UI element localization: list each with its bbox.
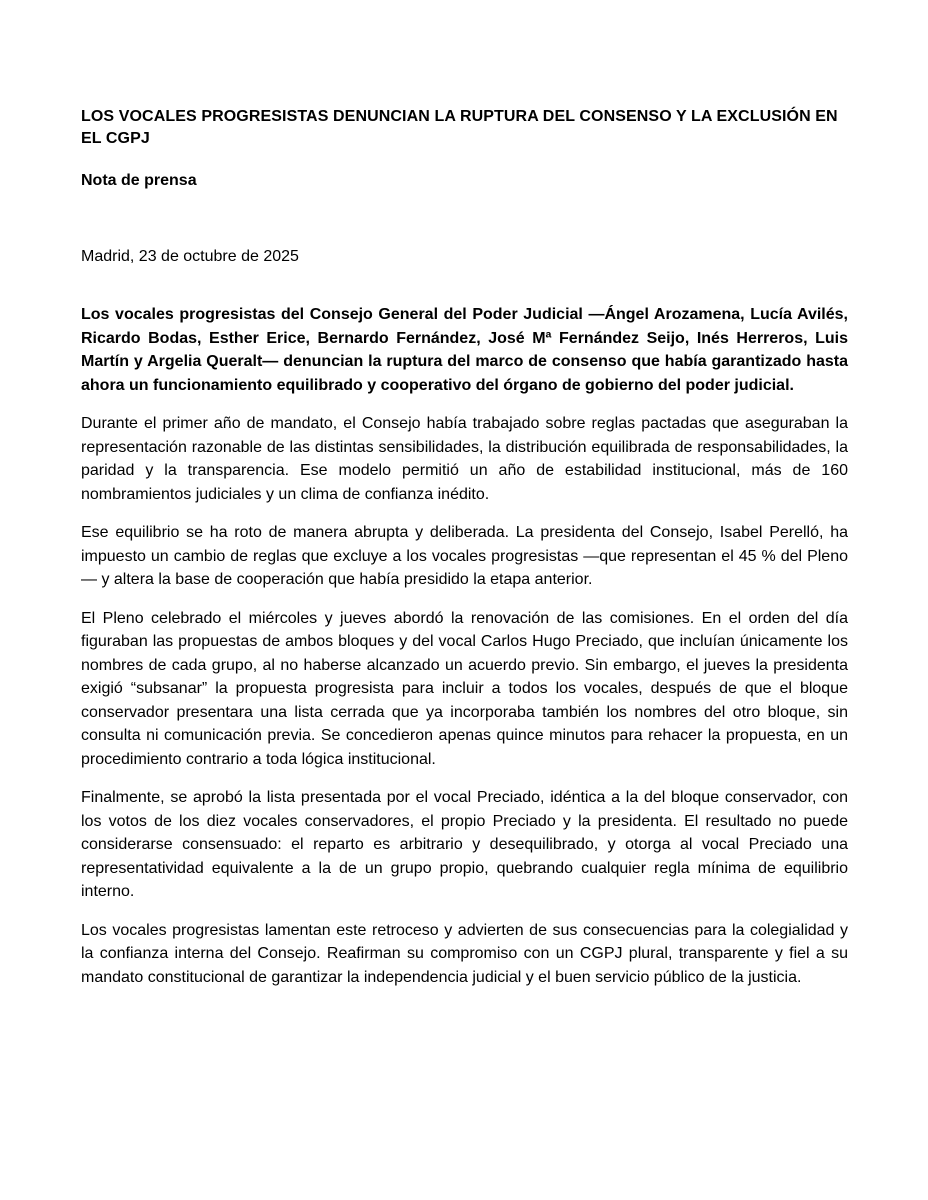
document-subtitle: Nota de prensa xyxy=(81,172,197,189)
body-paragraph-5: Los vocales progresistas lamentan este retroceso y advierten de sus consecuencias para la colegialidad y la confianza interna del Consejo. Reafirman su compromiso con un CGPJ plural, transparente y fiel a su mandato constitucional de garantizar la independencia judicial y el buen servicio público de la justicia. xyxy=(81,921,848,986)
body-paragraph-3: El Pleno celebrado el miércoles y jueves abordó la renovación de las comisiones. En el orden del día figuraban las propuestas de ambos bloques y del vocal Carlos Hugo Preciado, que incluían únicamente los nombres de cada grupo, al no haberse alcanzado un acuerdo previo. Sin embargo, el jueves la presidenta exigió “subsanar” la propuesta progresista para incluir a todos los vocales, después de que el bloque conservador presentara una lista cerrada que ya incorporaba también los nombres del otro bloque, sin consulta ni comunicación previa. Se concedieron apenas quince minutos para rehacer la propuesta, en un procedimiento contrario a toda lógica institucional. xyxy=(81,609,848,768)
lead-paragraph: Los vocales progresistas del Consejo General del Poder Judicial —Ángel Arozamena, Lucía Avilés, Ricardo Bodas, Esther Erice, Bernardo Fernández, José Mª Fernández Seijo, Inés Herreros, Luis Martín y Argelia Queralt— denuncian la ruptura del marco de consenso que había garantizado hasta ahora un funcionamiento equilibrado y cooperativo del órgano de gobierno del poder judicial. xyxy=(81,306,848,394)
body-paragraph-4: Finalmente, se aprobó la lista presentada por el vocal Preciado, idéntica a la del bloque conservador, con los votos de los diez vocales conservadores, el propio Preciado y la presidenta. El resultado no puede considerarse consensuado: el reparto es arbitrario y desequilibrado, y otorga al vocal Preciado una representatividad equivalente a la de un grupo propio, quebrando cualquier regla mínima de equilibrio interno. xyxy=(81,789,848,900)
body-paragraph-1: Durante el primer año de mandato, el Consejo había trabajado sobre reglas pactadas que aseguraban la representación razonable de las distintas sensibilidades, la distribución equilibrada de responsabilidades, la paridad y la transparencia. Ese modelo permitió un año de estabilidad institucional, más de 160 nombramientos judiciales y un clima de confianza inédito. xyxy=(81,415,848,503)
document-title: LOS VOCALES PROGRESISTAS DENUNCIAN LA RUPTURA DEL CONSENSO Y LA EXCLUSIÓN EN EL CGPJ xyxy=(81,108,838,147)
body-paragraph-2: Ese equilibrio se ha roto de manera abrupta y deliberada. La presidenta del Consejo, Isabel Perelló, ha impuesto un cambio de reglas que excluye a los vocales progresistas —que representan el 45 % del Pleno— y altera la base de cooperación que había presidido la etapa anterior. xyxy=(81,524,848,588)
press-release-page xyxy=(81,106,848,989)
document-date: Madrid, 23 de octubre de 2025 xyxy=(81,248,299,265)
